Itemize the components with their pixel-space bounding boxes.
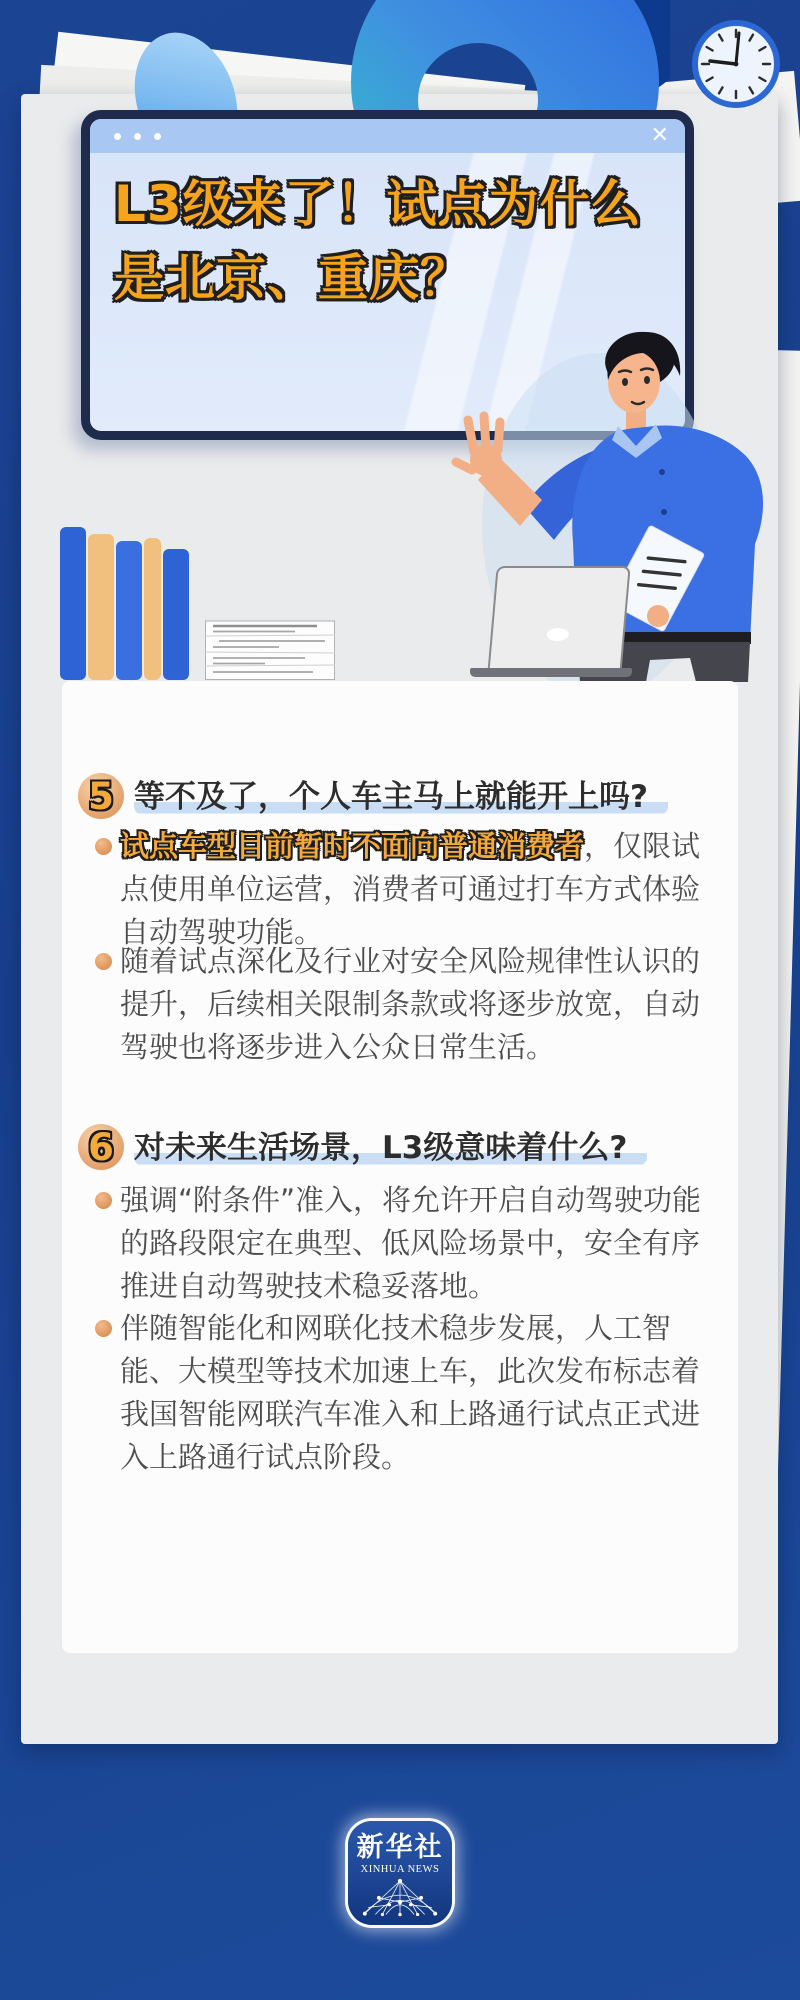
section-5-heading: 等不及了，个人车主马上就能开上吗?: [134, 775, 668, 819]
laptop-base: [470, 668, 632, 677]
bullet-text: 伴随智能化和网联化技术稳步发展，人工智能、大模型等技术加速上车，此次发布标志着我国智能网联汽车准入和上路通行试点正式进入上路通行试点阶段。: [120, 1311, 701, 1474]
window-dot: [134, 133, 141, 140]
bullet-dot-icon: [95, 953, 112, 970]
books-illustration: [144, 538, 161, 680]
list-item: [95, 1307, 715, 1479]
window-dot: [114, 133, 121, 140]
books-illustration: [163, 549, 189, 680]
list-item: [95, 1179, 715, 1308]
books-illustration: [116, 541, 142, 680]
paper-stack-illustration: [205, 618, 335, 680]
close-icon[interactable]: ✕: [650, 123, 669, 148]
laptop-logo: [546, 628, 569, 641]
window-dots: [114, 133, 161, 140]
bullet-dot-icon: [95, 1320, 112, 1337]
list-item: [95, 825, 715, 954]
window-titlebar: [90, 119, 685, 153]
list-item: [95, 940, 715, 1069]
bullet-text: 随着试点深化及行业对安全风险规律性认识的提升，后续相关限制条款或将逐步放宽，自动驾驶也将逐步进入公众日常生活。: [120, 944, 701, 1064]
bullet-text: 强调“附条件”准入，将允许开启自动驾驶功能的路段限定在典型、低风险场景中，安全有序推进自动驾驶技术稳妥落地。: [120, 1183, 702, 1303]
clock-icon: [690, 18, 782, 110]
laptop-illustration: [487, 566, 630, 674]
logo-network-icon: [356, 1875, 444, 1917]
content-card: [62, 681, 738, 1653]
poster-title: [114, 167, 685, 315]
bullet-dot-icon: [95, 1192, 112, 1209]
section-6-heading: 对未来生活场景，L3级意味着什么?: [134, 1126, 647, 1170]
window-dot: [154, 133, 161, 140]
highlight-text: 试点车型目前暂时不面向普通消费者: [120, 829, 585, 863]
books-illustration: [60, 527, 86, 680]
section-6-badge: 6: [78, 1124, 124, 1170]
poster-title-line2: 是北京、重庆？: [114, 249, 471, 307]
logo-cn-text: 新华社: [356, 1832, 444, 1863]
section-5-badge: 5: [78, 773, 124, 819]
bullet-dot-icon: [95, 838, 112, 855]
books-illustration: [88, 534, 114, 680]
xinhua-logo: [348, 1821, 452, 1925]
poster-title-line1: L3级来了！试点为什么: [114, 175, 642, 233]
bullet-text: 试点车型目前暂时不面向普通消费者，仅限试点使用单位运营，消费者可通过打车方式体验自动驾驶功能。: [120, 829, 701, 949]
logo-en-text: XINHUA NEWS: [360, 1864, 440, 1875]
